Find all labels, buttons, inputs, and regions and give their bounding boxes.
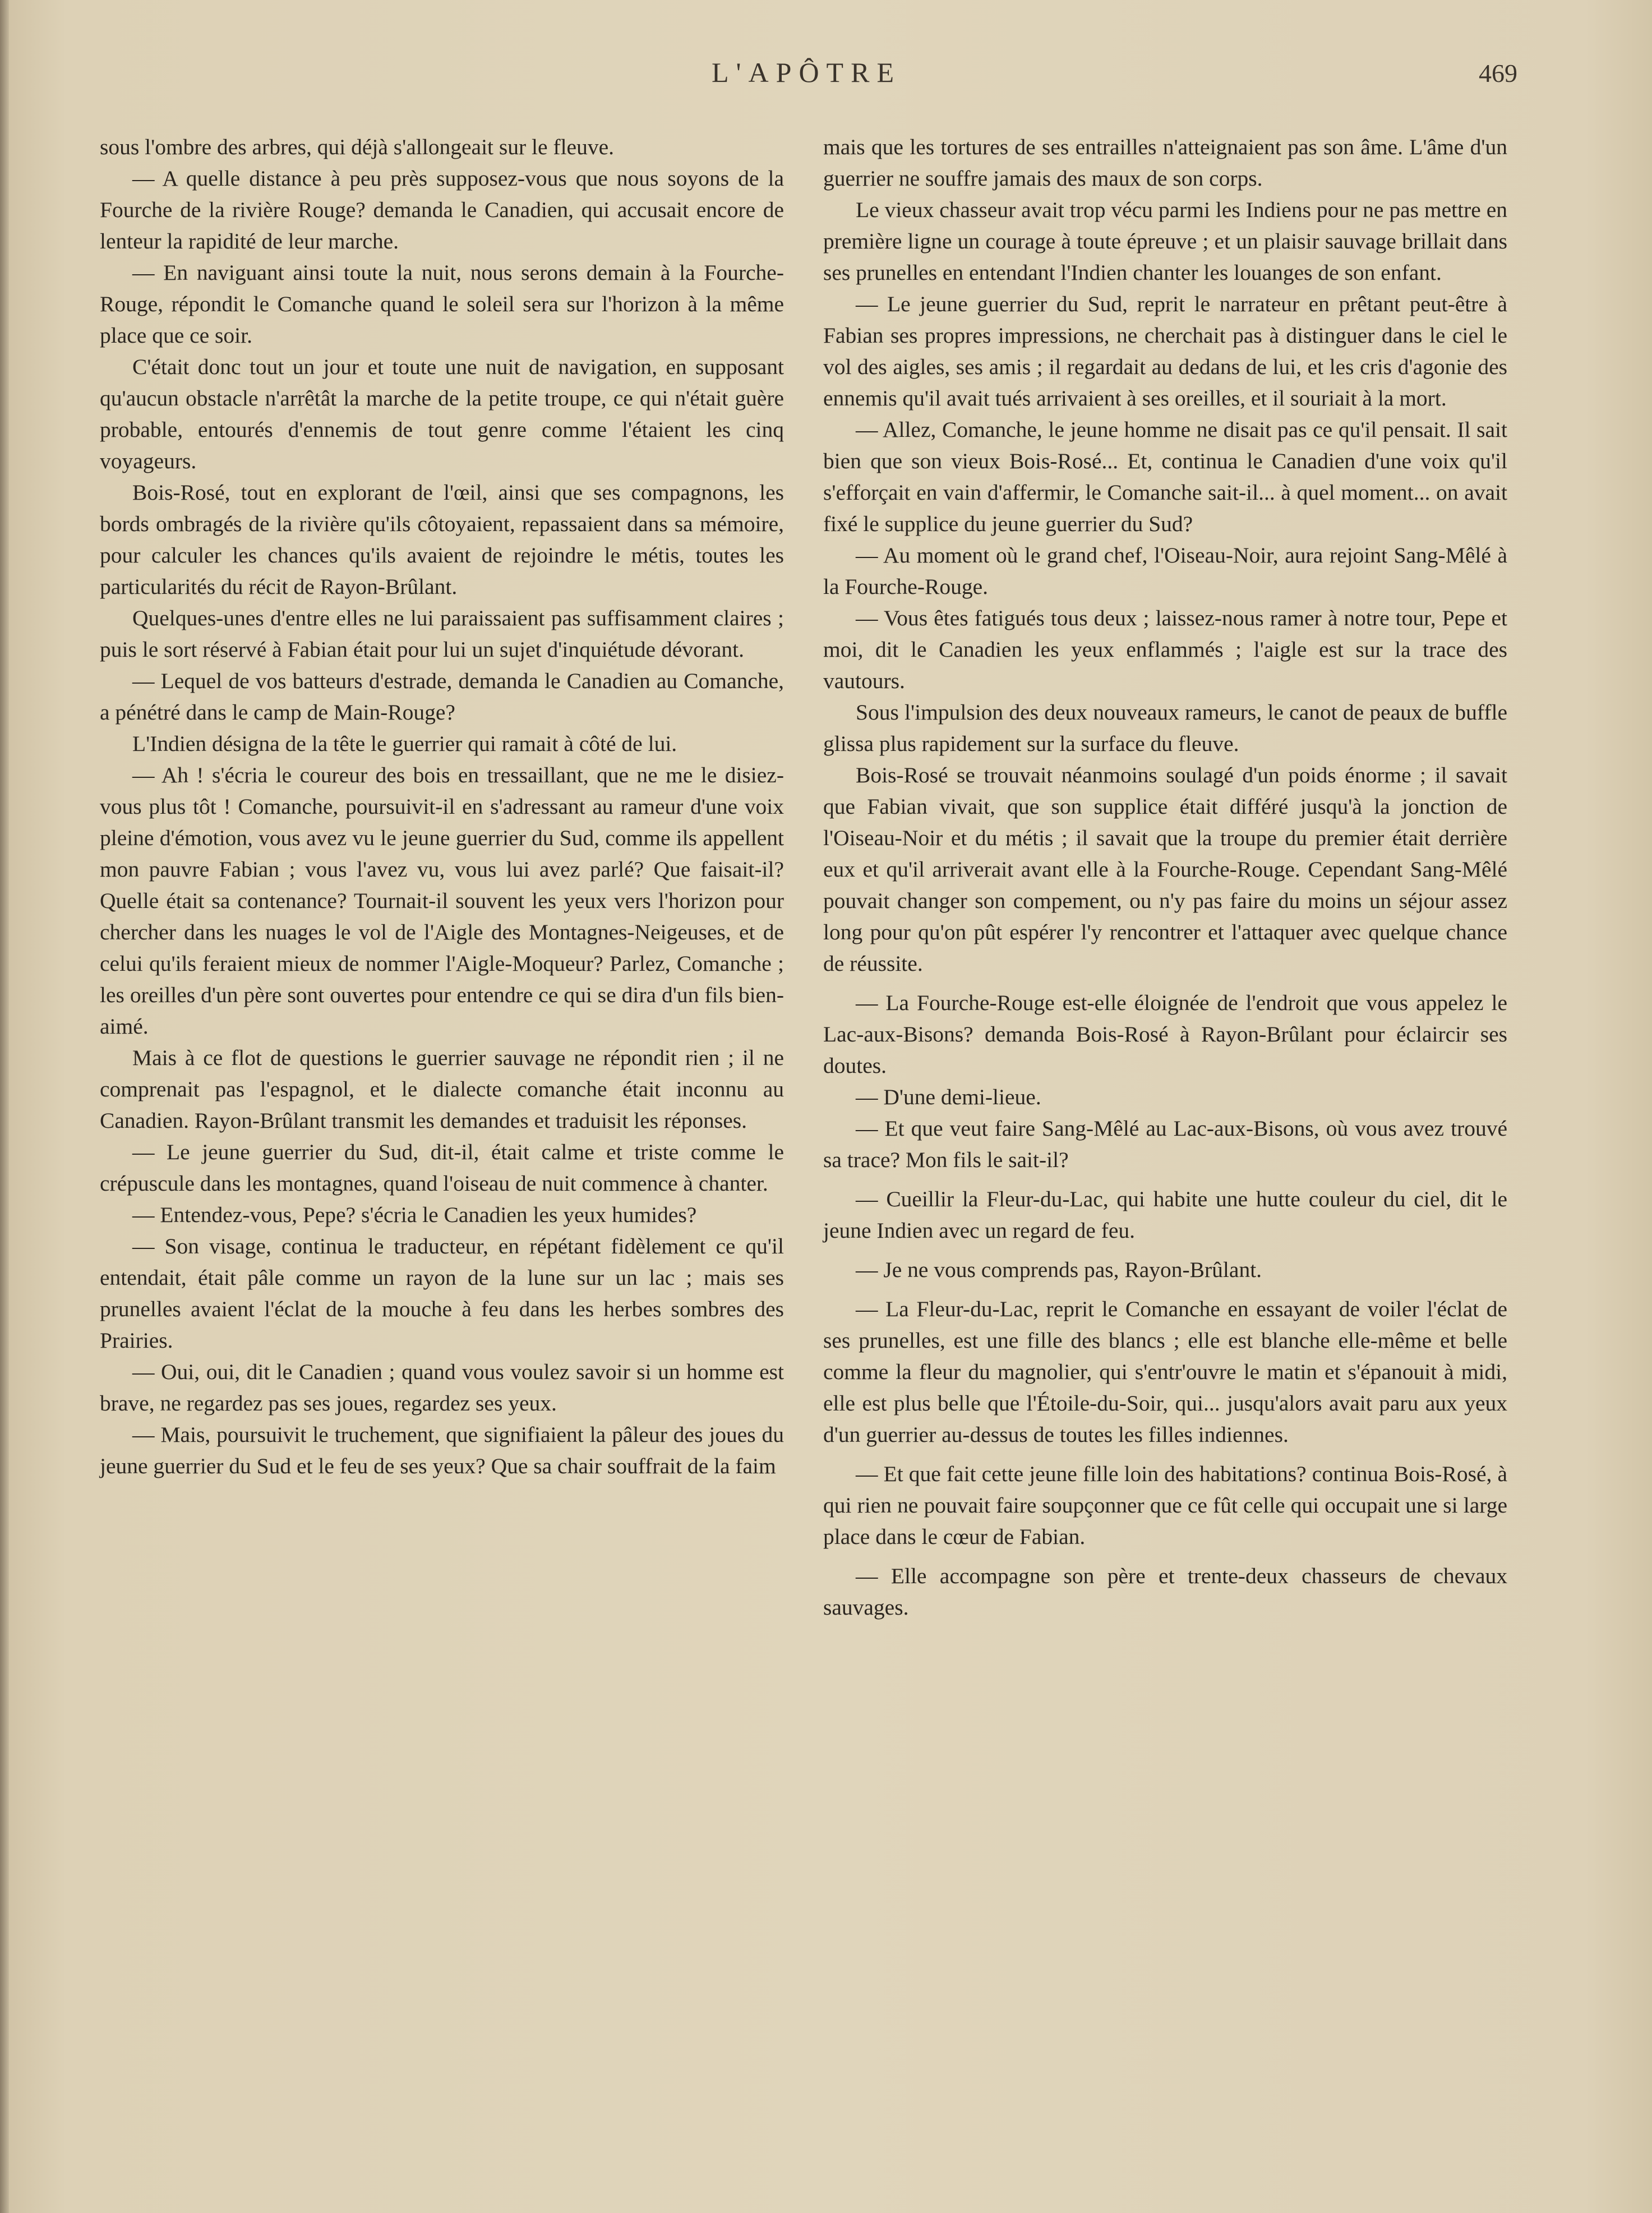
paragraph: Quelques-unes d'entre elles ne lui paraissaient pas suffisamment claires ; puis le sort réservé à Fabian était pour lui un sujet d'inquiétude dévorant. — [100, 606, 784, 662]
paragraph: — Le jeune guerrier du Sud, dit-il, était calme et triste comme le crépuscule dans les montagnes, quand l'oiseau de nuit commence à chanter. — [100, 1140, 784, 1196]
paragraph: — A quelle distance à peu près supposez-vous que nous soyons de la Fourche de la rivière Rouge? demanda le Canadien, qui accusait encore de lenteur la rapidité de leur marche. — [100, 166, 784, 253]
paragraph: mais que les tortures de ses entrailles n'atteignaient pas son âme. L'âme d'un guerrier ne souffre jamais des maux de son corps. — [823, 135, 1507, 191]
right-column — [823, 131, 1507, 1623]
paragraph: — Et que veut faire Sang-Mêlé au Lac-aux-Bisons, où vous avez trouvé sa trace? Mon fils le sait-il? — [823, 1116, 1507, 1172]
paragraph: — Le jeune guerrier du Sud, reprit le narrateur en prêtant peut-être à Fabian ses propres impressions, ne cherchait pas à distinguer dans le ciel le vol des aigles, ses amis ; il regardait au dedans de lui, et les cris d'agonie des ennemis qu'il avait tués arrivaient à ses oreilles, et il souriait à la mort. — [823, 292, 1507, 411]
paragraph: — La Fourche-Rouge est-elle éloignée de l'endroit que vous appelez le Lac-aux-Bisons? demanda Bois-Rosé à Rayon-Brûlant pour éclaircir ses doutes. — [823, 990, 1507, 1078]
paragraph: — Allez, Comanche, le jeune homme ne disait pas ce qu'il pensait. Il sait bien que son vieux Bois-Rosé... Et, continua le Canadien d'une voix qu'il s'efforçait en vain d'affermir, le Comanche sait-il... à quel moment... on avait fixé le supplice du jeune guerrier du Sud? — [823, 417, 1507, 536]
paragraph: sous l'ombre des arbres, qui déjà s'allongeait sur le fleuve. — [100, 135, 614, 159]
paragraph: C'était donc tout un jour et toute une nuit de navigation, en supposant qu'aucun obstacle n'arrêtât la marche de la petite troupe, ce qui n'était guère probable, entourés d'ennemis de tout genre comme l'étaient les cinq voyageurs. — [100, 354, 784, 473]
paragraph: Bois-Rosé, tout en explorant de l'œil, ainsi que ses compagnons, les bords ombragés de la rivière qu'ils côtoyaient, repassaient dans sa mémoire, pour calculer les chances qu'ils avaient de rejoindre le métis, toutes les particularités du récit de Rayon-Brûlant. — [100, 480, 784, 599]
left-column — [100, 131, 784, 1482]
page-header — [95, 56, 1517, 101]
paragraph: — Je ne vous comprends pas, Rayon-Brûlant. — [856, 1257, 1262, 1282]
paragraph: — Ah ! s'écria le coureur des bois en tressaillant, que ne me le disiez-vous plus tôt ! Comanche, poursuivit-il en s'adressant au rameur d'une voix pleine d'émotion, vous avez vu le jeune guerrier du Sud, comme ils appellent mon pauvre Fabian ; vous l'avez vu, vous lui avez parlé? Que faisait-il? Quelle était sa contenance? Tournait-il souvent les yeux vers l'horizon pour chercher dans les nuages le vol de l'Aigle des Montagnes-Neigeuses, et de celui qu'ils feraient mieux de nommer l'Aigle-Moqueur? Parlez, Comanche ; les oreilles d'un père sont ouvertes pour entendre ce qui se dira d'un fils bien-aimé. — [100, 763, 784, 1039]
page-spine-edge — [0, 0, 9, 2213]
paragraph: — Vous êtes fatigués tous deux ; laissez-nous ramer à notre tour, Pepe et moi, dit le Canadien les yeux enflammés ; l'aigle est sur la trace des vautours. — [823, 606, 1507, 693]
running-title: L'APÔTRE — [711, 57, 901, 88]
paragraph: — La Fleur-du-Lac, reprit le Comanche en essayant de voiler l'éclat de ses prunelles, est une fille des blancs ; elle est blanche elle-même et belle comme la fleur du magnolier, qui s'entr'ouvre le matin et s'épanouit à midi, elle est plus belle que l'Étoile-du-Soir, qui... jusqu'alors avait paru aux yeux d'un guerrier au-dessus de toutes les filles indiennes. — [823, 1297, 1507, 1447]
paragraph: — Et que fait cette jeune fille loin des habitations? continua Bois-Rosé, à qui rien ne pouvait faire soupçonner que ce fût celle qui occupait une si large place dans le cœur de Fabian. — [823, 1461, 1507, 1549]
paragraph: — Oui, oui, dit le Canadien ; quand vous voulez savoir si un homme est brave, ne regardez pas ses joues, regardez ses yeux. — [100, 1359, 784, 1416]
paragraph: — Lequel de vos batteurs d'estrade, demanda le Canadien au Comanche, a pénétré dans le camp de Main-Rouge? — [100, 668, 784, 725]
paragraph: — D'une demi-lieue. — [856, 1085, 1041, 1109]
paragraph: — Son visage, continua le traducteur, en répétant fidèlement ce qu'il entendait, était pâle comme un rayon de la lune sur un lac ; mais ses prunelles avaient l'éclat de la mouche à feu dans les herbes sombres des Prairies. — [100, 1234, 784, 1353]
paragraph: Mais à ce flot de questions le guerrier sauvage ne répondit rien ; il ne comprenait pas l'espagnol, et le dialecte comanche était inconnu au Canadien. Rayon-Brûlant transmit les demandes et traduisit les réponses. — [100, 1045, 784, 1133]
paragraph: Sous l'impulsion des deux nouveaux rameurs, le canot de peaux de buffle glissa plus rapidement sur la surface du fleuve. — [823, 700, 1507, 756]
paragraph: — Entendez-vous, Pepe? s'écria le Canadien les yeux humides? — [132, 1202, 697, 1227]
paragraph: — Au moment où le grand chef, l'Oiseau-Noir, aura rejoint Sang-Mêlé à la Fourche-Rouge. — [823, 543, 1507, 599]
paragraph: — Elle accompagne son père et trente-deux chasseurs de chevaux sauvages. — [823, 1564, 1507, 1620]
paragraph: Le vieux chasseur avait trop vécu parmi les Indiens pour ne pas mettre en première ligne un courage à toute épreuve ; et un plaisir sauvage brillait dans ses prunelles en entendant l'Indien chanter les louanges de son enfant. — [823, 197, 1507, 285]
paragraph: — Cueillir la Fleur-du-Lac, qui habite une hutte couleur du ciel, dit le jeune Indien avec un regard de feu. — [823, 1187, 1507, 1243]
paragraph: Bois-Rosé se trouvait néanmoins soulagé d'un poids énorme ; il savait que Fabian vivait, que son supplice était différé jusqu'à la jonction de l'Oiseau-Noir et du métis ; il savait que la troupe du premier était derrière eux et qu'il arriverait avant elle à la Fourche-Rouge. Cependant Sang-Mêlé pouvait changer son compement, ou n'y pas faire du moins un séjour assez long pour qu'on pût espérer l'y rencontrer et l'attaquer avec quelque chance de réussite. — [823, 763, 1507, 976]
paragraph: L'Indien désigna de la tête le guerrier qui ramait à côté de lui. — [132, 731, 677, 756]
page-number: 469 — [1479, 59, 1517, 87]
paragraph: — Mais, poursuivit le truchement, que signifiaient la pâleur des joues du jeune guerrier du Sud et le feu de ses yeux? Que sa chair souffrait de la faim — [100, 1422, 784, 1478]
paragraph: — En naviguant ainsi toute la nuit, nous serons demain à la Fourche-Rouge, répondit le Comanche quand le soleil sera sur l'horizon à la même place que ce soir. — [100, 260, 784, 348]
